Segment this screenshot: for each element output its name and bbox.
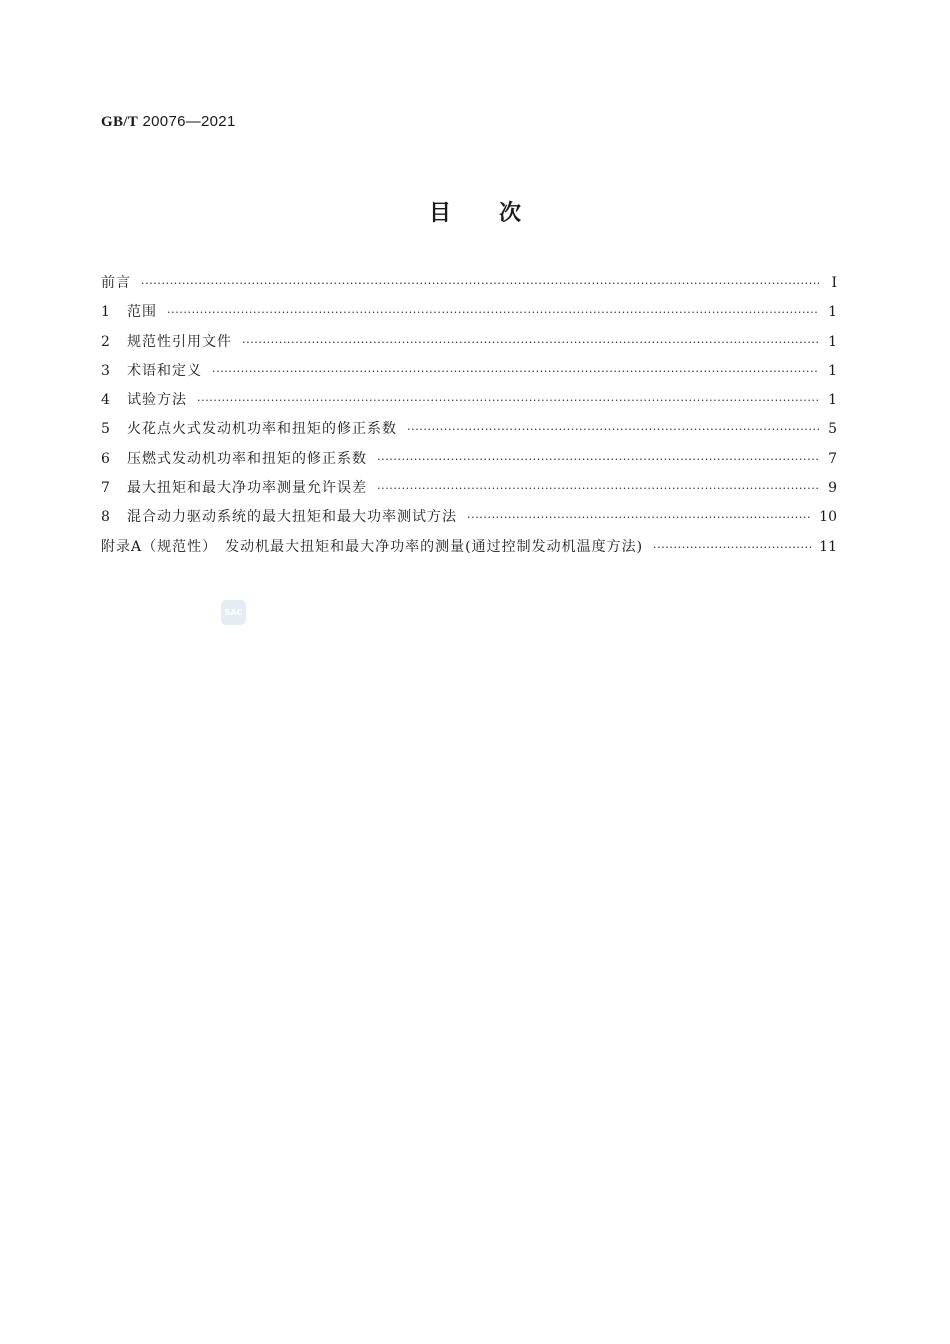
- toc-entry-6[interactable]: [101, 448, 837, 477]
- toc-leader-dots: [653, 541, 811, 554]
- toc-leader-dots: [141, 277, 819, 290]
- standard-code: [101, 113, 236, 131]
- toc-entry-title: 前言: [101, 275, 131, 291]
- page-title: 目次: [428, 201, 569, 226]
- toc-entry-5[interactable]: [101, 418, 837, 447]
- toc-entry-number: 7: [101, 480, 110, 497]
- toc-entry-number: 5: [101, 421, 110, 438]
- toc-entry-number: 4: [101, 392, 110, 409]
- toc-entry-page: 1: [828, 304, 837, 321]
- sac-watermark-logo: SAC: [221, 600, 246, 625]
- toc-entry-8[interactable]: [101, 506, 837, 535]
- toc-entry-number: 8: [101, 509, 110, 526]
- toc-entry-page: Ⅰ: [831, 275, 837, 291]
- toc-entry-title: 压燃式发动机功率和扭矩的修正系数: [127, 450, 367, 467]
- toc-entry-page: 10: [819, 509, 837, 526]
- toc-entry-4[interactable]: [101, 389, 837, 418]
- toc-entry-3[interactable]: [101, 360, 837, 389]
- toc-entry-title: 试验方法: [127, 392, 187, 409]
- toc-leader-dots: [197, 394, 819, 407]
- toc-leader-dots: [242, 336, 819, 349]
- toc-entry-title: 规范性引用文件: [127, 333, 232, 350]
- toc-entry-foreword[interactable]: [101, 272, 837, 301]
- toc-entry-number: 1: [101, 304, 110, 321]
- toc-entry-title: 火花点火式发动机功率和扭矩的修正系数: [127, 421, 397, 438]
- toc-leader-dots: [407, 423, 819, 436]
- toc-entry-number: 6: [101, 450, 110, 467]
- toc-entry-title: 范围: [127, 304, 157, 321]
- toc-entry-page: 5: [828, 421, 837, 438]
- toc-leader-dots: [467, 511, 811, 524]
- toc-entry-page: 11: [819, 538, 837, 555]
- standard-prefix: GB/T: [101, 114, 139, 130]
- toc-entry-page: 1: [828, 362, 837, 379]
- toc-entry-page: 1: [828, 333, 837, 350]
- toc-leader-dots: [377, 453, 819, 466]
- toc-entry-number: 3: [101, 362, 110, 379]
- toc-entry-page: 9: [828, 480, 837, 497]
- toc-entry-annex-a[interactable]: [101, 536, 837, 565]
- toc-entry-title: 术语和定义: [127, 362, 202, 379]
- toc-entry-title: 最大扭矩和最大净功率测量允许误差: [127, 480, 367, 497]
- toc-entry-page: 1: [828, 392, 837, 409]
- toc-entry-2[interactable]: [101, 331, 837, 360]
- toc-entry-7[interactable]: [101, 477, 837, 506]
- toc-leader-dots: [167, 306, 819, 319]
- toc-entry-1[interactable]: [101, 301, 837, 330]
- table-of-contents: [101, 272, 837, 565]
- toc-entry-page: 7: [828, 450, 837, 467]
- standard-number: 20076—2021: [142, 113, 236, 130]
- toc-leader-dots: [377, 482, 819, 495]
- toc-entry-title: 混合动力驱动系统的最大扭矩和最大功率测试方法: [127, 509, 457, 526]
- toc-leader-dots: [212, 365, 819, 378]
- toc-entry-number: 2: [101, 333, 110, 350]
- toc-entry-title: 附录A（规范性） 发动机最大扭矩和最大净功率的测量(通过控制发动机温度方法): [101, 538, 644, 555]
